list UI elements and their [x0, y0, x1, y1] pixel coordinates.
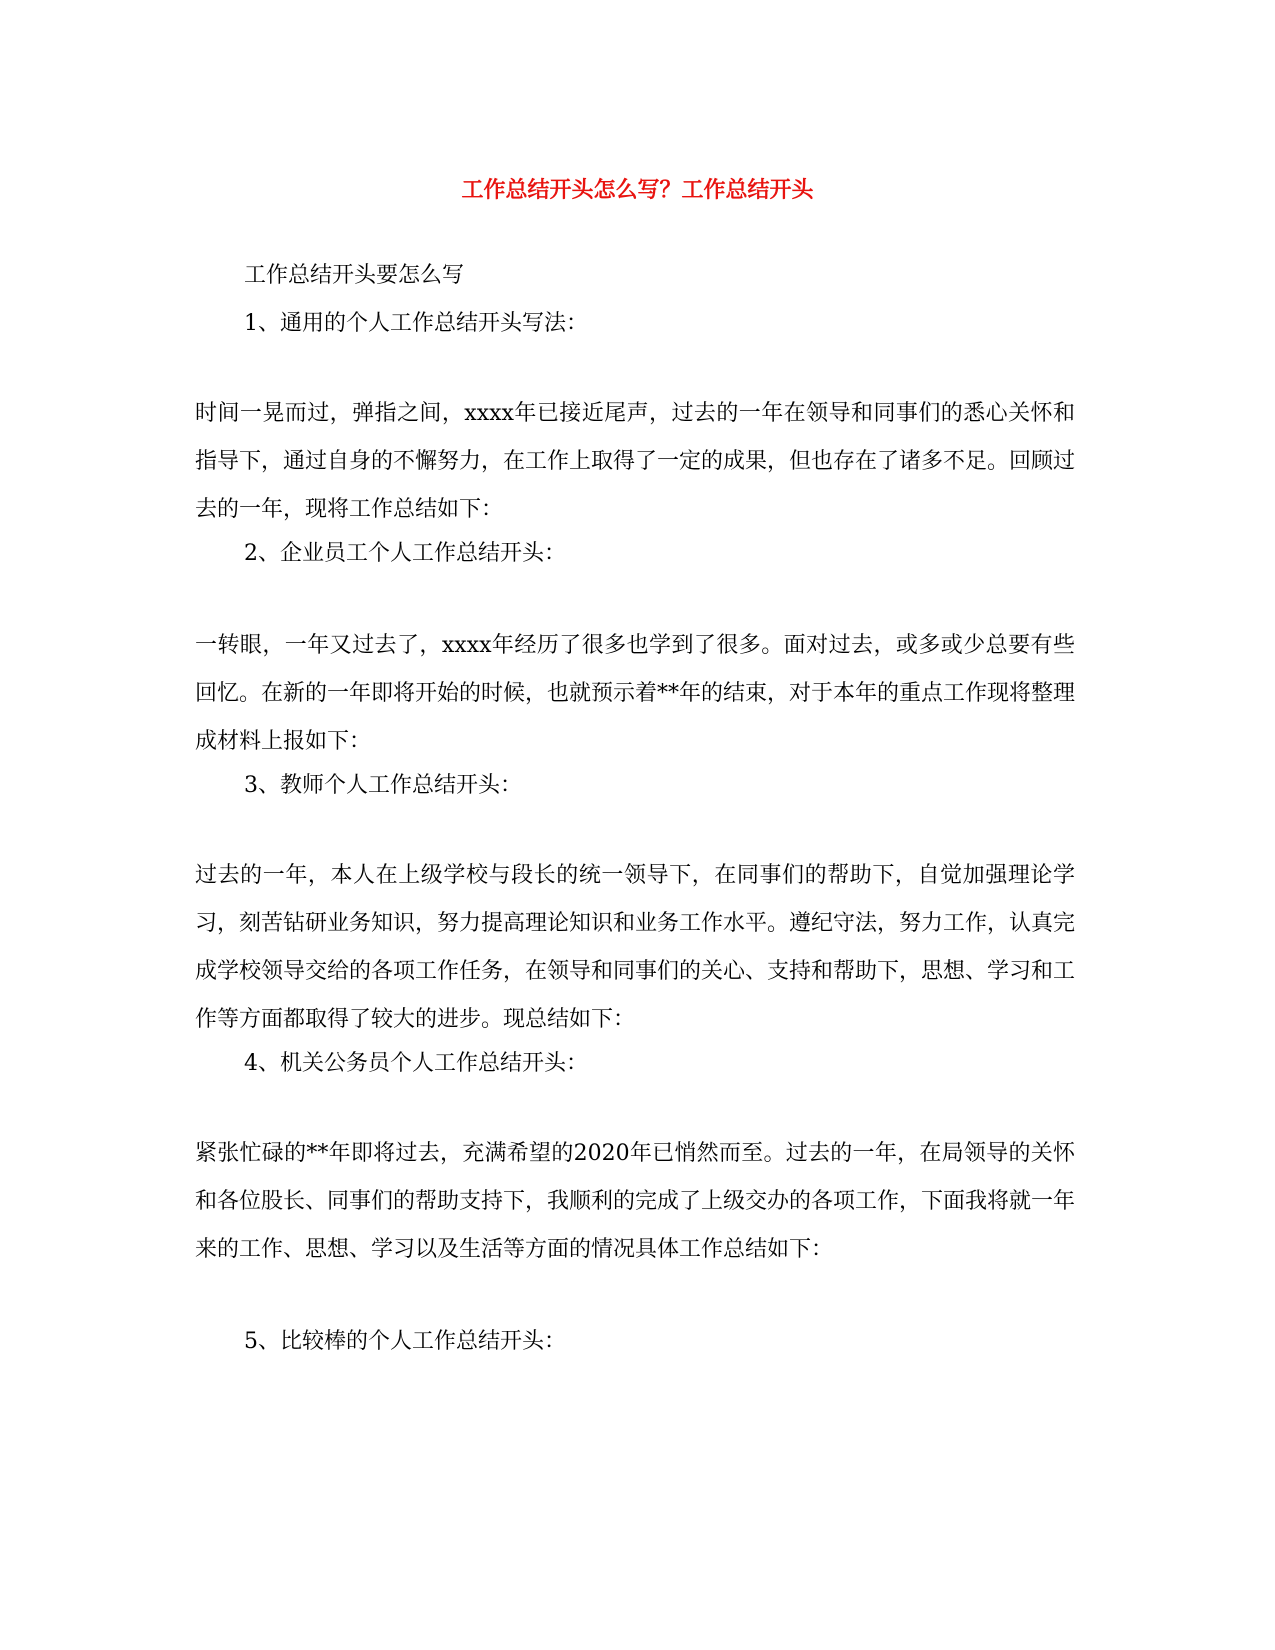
section-body-2: 一转眼，一年又过去了，xxxx年经历了很多也学到了很多。面对过去，或多或少总要有些回忆。在新的一年即将开始的时候，也就预示着**年的结束，对于本年的重点工作现将整理成材料上报如下： [195, 633, 1076, 754]
section-heading-4: 4、机关公务员个人工作总结开头： [244, 1051, 588, 1076]
section-heading-1: 1、通用的个人工作总结开头写法： [244, 311, 588, 336]
section-heading-5: 5、比较棒的个人工作总结开头： [244, 1329, 566, 1354]
section-heading-2: 2、企业员工个人工作总结开头： [244, 541, 566, 566]
section-body-1: 时间一晃而过，弹指之间，xxxx年已接近尾声，过去的一年在领导和同事们的悉心关怀和指导下，通过自身的不懈努力，在工作上取得了一定的成果，但也存在了诸多不足。回顾过去的一年，现将工作总结如下： [195, 401, 1076, 522]
section-body-3: 过去的一年，本人在上级学校与段长的统一领导下，在同事们的帮助下，自觉加强理论学习，刻苦钻研业务知识，努力提高理论知识和业务工作水平。遵纪守法，努力工作，认真完成学校领导交给的各项工作任务，在领导和同事们的关心、支持和帮助下，思想、学习和工作等方面都取得了较大的进步。现总结如下： [195, 863, 1076, 1032]
section-heading-3: 3、教师个人工作总结开头： [244, 773, 522, 798]
section-body-4: 紧张忙碌的**年即将过去，充满希望的2020年已悄然而至。过去的一年，在局领导的关怀和各位股长、同事们的帮助支持下，我顺利的完成了上级交办的各项工作，下面我将就一年来的工作、思想、学习以及生活等方面的情况具体工作总结如下： [195, 1141, 1076, 1262]
document-subtitle: 工作总结开头要怎么写 [244, 263, 465, 288]
document-title: 工作总结开头怎么写？工作总结开头 [461, 178, 814, 203]
